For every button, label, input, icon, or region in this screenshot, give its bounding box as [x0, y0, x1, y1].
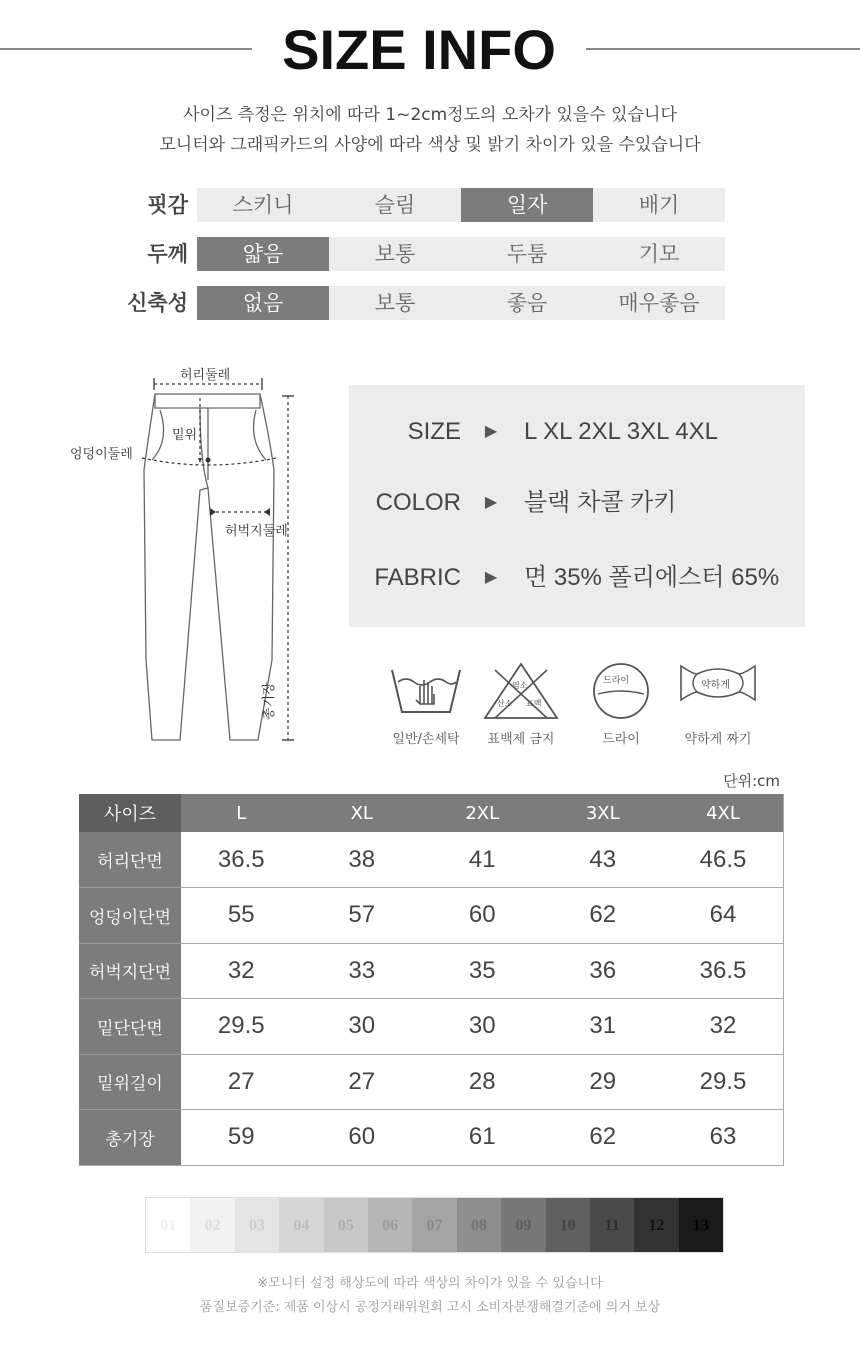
thickness-option: 보통 — [374, 242, 416, 266]
bleach-tri-left: 산소 — [497, 699, 513, 708]
info-row-fabric — [349, 558, 805, 598]
table-cell: 27 — [302, 1054, 423, 1110]
dry-clean-icon — [586, 660, 656, 722]
bleach-tri-top: 염소 — [512, 681, 528, 690]
table-cell: 36.5 — [663, 943, 784, 999]
thickness-option: 기모 — [638, 242, 680, 266]
color-swatch: 13 — [679, 1198, 723, 1252]
thigh-label: 허벅지둘레 — [225, 524, 288, 539]
table-cell: 60 — [422, 888, 543, 944]
dry-inner-label: 드라이 — [603, 676, 630, 686]
size-header: 2XL — [422, 794, 543, 832]
fit-option: 슬림 — [374, 193, 416, 217]
table-cell: 38 — [302, 832, 423, 888]
header — [0, 18, 860, 82]
stretch-option: 매우좋음 — [618, 291, 700, 315]
table-row — [79, 1110, 784, 1166]
fabric-value: 면 35% 폴리에스터 65% — [524, 564, 780, 591]
fit-row-thickness — [100, 237, 730, 271]
wash-caption: 일반/손세탁 — [392, 732, 460, 747]
hip-label: 엉덩이둘레 — [70, 447, 133, 462]
bleach-caption: 표백제 금지 — [487, 732, 555, 747]
thickness-option: 얇음 — [197, 237, 329, 271]
size-key: SIZE — [407, 418, 461, 445]
color-swatch: 10 — [546, 1198, 590, 1252]
fit-row-stretch — [100, 286, 730, 320]
size-header: XL — [302, 794, 423, 832]
color-swatch: 11 — [590, 1198, 634, 1252]
care-wash — [381, 660, 471, 750]
wring-caption: 약하게 짜기 — [684, 732, 752, 747]
row-label: 밑단단면 — [79, 999, 181, 1055]
stretch-option: 보통 — [374, 291, 416, 315]
rise-label: 밑위 — [172, 428, 198, 443]
stretch-label: 신축성 — [127, 291, 188, 315]
waist-label: 허리둘레 — [180, 368, 231, 383]
size-value: L XL 2XL 3XL 4XL — [524, 418, 718, 445]
info-row-color — [349, 483, 805, 523]
table-row — [79, 832, 784, 888]
size-header: 4XL — [663, 794, 784, 832]
table-header-row — [79, 794, 784, 832]
arrow-icon: ▶ — [484, 494, 498, 511]
notice-monitor: 모니터와 그래픽카드의 사양에 따라 색상 및 밝기 차이가 있을 수있습니다 — [159, 135, 701, 155]
table-cell: 32 — [181, 943, 302, 999]
table-cell: 33 — [302, 943, 423, 999]
table-row — [79, 888, 784, 944]
table-cell: 28 — [422, 1054, 543, 1110]
table-cell: 46.5 — [663, 832, 784, 888]
color-swatch: 08 — [457, 1198, 501, 1252]
table-cell: 30 — [302, 999, 423, 1055]
color-swatch: 09 — [501, 1198, 545, 1252]
color-swatch: 07 — [412, 1198, 456, 1252]
table-corner: 사이즈 — [79, 794, 181, 832]
color-swatch: 06 — [368, 1198, 412, 1252]
arrow-icon: ▶ — [484, 569, 498, 586]
table-row — [79, 999, 784, 1055]
table-cell: 63 — [663, 1110, 784, 1166]
stretch-options — [197, 286, 725, 320]
header-divider-left — [0, 48, 252, 50]
table-cell: 35 — [422, 943, 543, 999]
color-swatch: 01 — [146, 1198, 190, 1252]
unit-label: 단위:cm — [723, 772, 780, 790]
size-table — [79, 794, 784, 1166]
row-label: 허벅지단면 — [79, 943, 181, 999]
info-row-size — [349, 412, 805, 452]
row-label: 엉덩이단면 — [79, 888, 181, 944]
row-label: 총기장 — [79, 1110, 181, 1166]
table-cell: 36 — [543, 943, 664, 999]
fit-option: 일자 — [461, 188, 593, 222]
table-cell: 30 — [422, 999, 543, 1055]
no-bleach-icon — [481, 660, 561, 722]
page-title: SIZE INFO — [282, 18, 556, 81]
header-divider-right — [586, 48, 860, 50]
table-cell: 62 — [543, 888, 664, 944]
stretch-option: 좋음 — [506, 291, 548, 315]
color-swatch-strip — [145, 1197, 724, 1253]
wring-inner-label: 약하게 — [701, 680, 730, 691]
table-row — [79, 1054, 784, 1110]
footer-quality: 품질보증기준: 제품 이상시 공정거래위원회 고시 소비자분쟁해결기준에 의거 보상 — [199, 1300, 661, 1315]
table-cell: 61 — [422, 1110, 543, 1166]
thickness-options — [197, 237, 725, 271]
table-cell: 41 — [422, 832, 543, 888]
table-cell: 62 — [543, 1110, 664, 1166]
table-cell: 64 — [663, 888, 784, 944]
table-cell: 36.5 — [181, 832, 302, 888]
bleach-tri-right: 표백 — [526, 699, 542, 708]
stretch-option: 없음 — [197, 286, 329, 320]
color-value: 블랙 차콜 카키 — [524, 489, 677, 516]
thickness-label: 두께 — [147, 242, 188, 266]
table-cell: 55 — [181, 888, 302, 944]
fit-row-fit — [100, 188, 730, 222]
color-key: COLOR — [375, 489, 461, 516]
fit-label: 핏감 — [147, 193, 188, 217]
care-dry — [576, 660, 666, 750]
fit-options — [197, 188, 725, 222]
fit-option: 배기 — [638, 193, 680, 217]
size-header: L — [181, 794, 302, 832]
notice-measurement: 사이즈 측정은 위치에 따라 1~2cm정도의 오차가 있을수 있습니다 — [183, 105, 677, 125]
color-swatch: 12 — [634, 1198, 678, 1252]
table-cell: 29.5 — [663, 1054, 784, 1110]
row-label: 밑위길이 — [79, 1054, 181, 1110]
table-row — [79, 943, 784, 999]
table-cell: 32 — [663, 999, 784, 1055]
size-header: 3XL — [543, 794, 664, 832]
row-label: 허리단면 — [79, 832, 181, 888]
color-swatch: 02 — [190, 1198, 234, 1252]
thickness-option: 두툼 — [506, 242, 548, 266]
table-cell: 29 — [543, 1054, 664, 1110]
length-label: 총기장 — [262, 682, 277, 720]
table-cell: 60 — [302, 1110, 423, 1166]
care-wring — [673, 660, 763, 750]
hand-wash-icon — [386, 660, 466, 720]
table-cell: 59 — [181, 1110, 302, 1166]
table-cell: 57 — [302, 888, 423, 944]
color-swatch: 05 — [324, 1198, 368, 1252]
dry-caption: 드라이 — [602, 732, 640, 747]
table-cell: 27 — [181, 1054, 302, 1110]
color-swatch: 04 — [279, 1198, 323, 1252]
pants-diagram — [60, 360, 310, 750]
arrow-icon: ▶ — [484, 423, 498, 440]
table-cell: 29.5 — [181, 999, 302, 1055]
fabric-key: FABRIC — [374, 564, 461, 591]
table-cell: 43 — [543, 832, 664, 888]
color-swatch: 03 — [235, 1198, 279, 1252]
footer-notice: ※모니터 설정 해상도에 따라 색상의 차이가 있을 수 있습니다 — [257, 1276, 603, 1291]
product-info-panel — [349, 385, 805, 627]
care-bleach — [476, 660, 566, 750]
fit-option: 스키니 — [232, 193, 294, 217]
table-cell: 31 — [543, 999, 664, 1055]
